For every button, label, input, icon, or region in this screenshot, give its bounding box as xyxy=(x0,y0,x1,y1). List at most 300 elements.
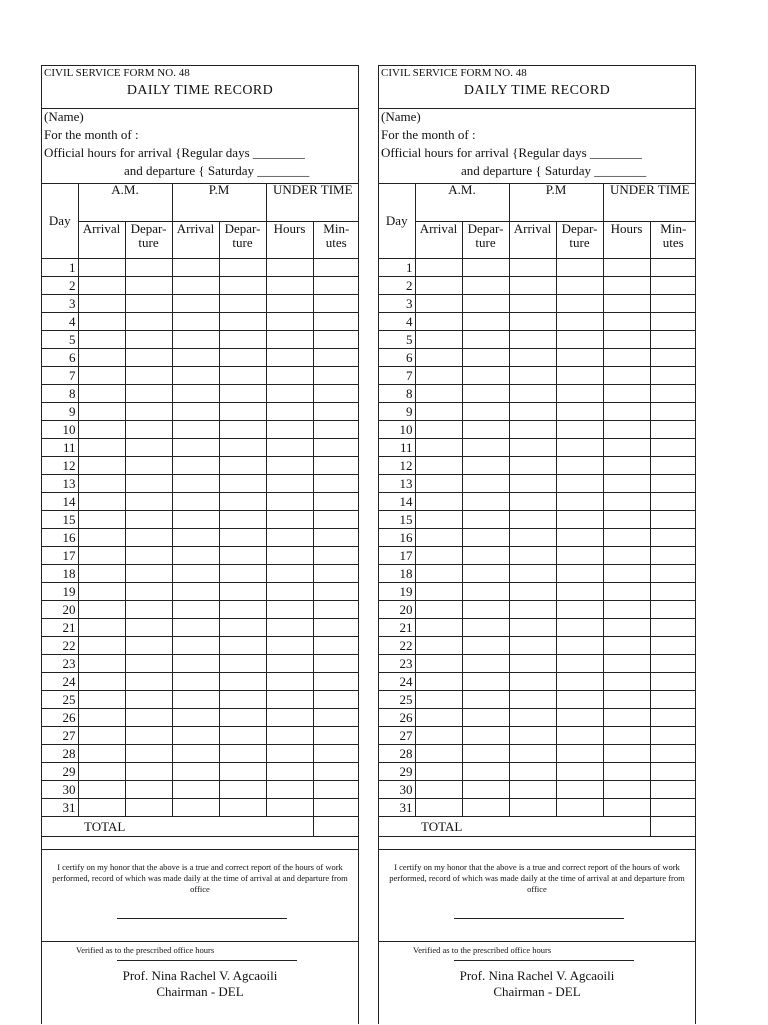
time-entry-cell[interactable] xyxy=(219,799,266,817)
time-entry-cell[interactable] xyxy=(415,313,462,331)
time-entry-cell[interactable] xyxy=(509,511,556,529)
time-entry-cell[interactable] xyxy=(556,421,603,439)
time-entry-cell[interactable] xyxy=(78,493,125,511)
time-entry-cell[interactable] xyxy=(556,691,603,709)
time-entry-cell[interactable] xyxy=(172,601,219,619)
time-entry-cell[interactable] xyxy=(219,511,266,529)
time-entry-cell[interactable] xyxy=(509,637,556,655)
time-entry-cell[interactable] xyxy=(650,475,696,493)
time-entry-cell[interactable] xyxy=(509,259,556,277)
time-entry-cell[interactable] xyxy=(219,421,266,439)
time-entry-cell[interactable] xyxy=(650,331,696,349)
time-entry-cell[interactable] xyxy=(125,529,172,547)
time-entry-cell[interactable] xyxy=(509,547,556,565)
time-entry-cell[interactable] xyxy=(266,511,313,529)
time-entry-cell[interactable] xyxy=(125,367,172,385)
time-entry-cell[interactable] xyxy=(650,529,696,547)
time-entry-cell[interactable] xyxy=(650,583,696,601)
time-entry-cell[interactable] xyxy=(266,385,313,403)
time-entry-cell[interactable] xyxy=(556,763,603,781)
time-entry-cell[interactable] xyxy=(78,727,125,745)
time-entry-cell[interactable] xyxy=(266,529,313,547)
time-entry-cell[interactable] xyxy=(415,547,462,565)
time-entry-cell[interactable] xyxy=(266,709,313,727)
total-value-cell[interactable] xyxy=(313,817,359,837)
time-entry-cell[interactable] xyxy=(462,349,509,367)
time-entry-cell[interactable] xyxy=(603,619,650,637)
time-entry-cell[interactable] xyxy=(556,277,603,295)
time-entry-cell[interactable] xyxy=(313,745,359,763)
time-entry-cell[interactable] xyxy=(462,799,509,817)
time-entry-cell[interactable] xyxy=(556,637,603,655)
time-entry-cell[interactable] xyxy=(125,781,172,799)
time-entry-cell[interactable] xyxy=(172,565,219,583)
time-entry-cell[interactable] xyxy=(78,331,125,349)
time-entry-cell[interactable] xyxy=(509,295,556,313)
time-entry-cell[interactable] xyxy=(78,763,125,781)
time-entry-cell[interactable] xyxy=(172,619,219,637)
time-entry-cell[interactable] xyxy=(219,349,266,367)
time-entry-cell[interactable] xyxy=(556,727,603,745)
time-entry-cell[interactable] xyxy=(172,313,219,331)
time-entry-cell[interactable] xyxy=(125,745,172,763)
time-entry-cell[interactable] xyxy=(415,727,462,745)
time-entry-cell[interactable] xyxy=(509,619,556,637)
time-entry-cell[interactable] xyxy=(603,421,650,439)
time-entry-cell[interactable] xyxy=(556,601,603,619)
time-entry-cell[interactable] xyxy=(266,691,313,709)
time-entry-cell[interactable] xyxy=(219,385,266,403)
time-entry-cell[interactable] xyxy=(415,457,462,475)
time-entry-cell[interactable] xyxy=(172,547,219,565)
time-entry-cell[interactable] xyxy=(313,529,359,547)
time-entry-cell[interactable] xyxy=(462,529,509,547)
time-entry-cell[interactable] xyxy=(219,439,266,457)
time-entry-cell[interactable] xyxy=(509,277,556,295)
time-entry-cell[interactable] xyxy=(125,619,172,637)
time-entry-cell[interactable] xyxy=(603,763,650,781)
time-entry-cell[interactable] xyxy=(603,745,650,763)
time-entry-cell[interactable] xyxy=(313,511,359,529)
time-entry-cell[interactable] xyxy=(172,439,219,457)
time-entry-cell[interactable] xyxy=(78,439,125,457)
time-entry-cell[interactable] xyxy=(415,421,462,439)
time-entry-cell[interactable] xyxy=(219,457,266,475)
time-entry-cell[interactable] xyxy=(556,439,603,457)
time-entry-cell[interactable] xyxy=(266,475,313,493)
time-entry-cell[interactable] xyxy=(415,799,462,817)
time-entry-cell[interactable] xyxy=(650,763,696,781)
time-entry-cell[interactable] xyxy=(415,763,462,781)
time-entry-cell[interactable] xyxy=(125,277,172,295)
time-entry-cell[interactable] xyxy=(266,601,313,619)
time-entry-cell[interactable] xyxy=(125,763,172,781)
time-entry-cell[interactable] xyxy=(462,331,509,349)
time-entry-cell[interactable] xyxy=(78,457,125,475)
time-entry-cell[interactable] xyxy=(172,709,219,727)
time-entry-cell[interactable] xyxy=(650,439,696,457)
time-entry-cell[interactable] xyxy=(462,691,509,709)
time-entry-cell[interactable] xyxy=(415,439,462,457)
time-entry-cell[interactable] xyxy=(172,493,219,511)
time-entry-cell[interactable] xyxy=(172,745,219,763)
time-entry-cell[interactable] xyxy=(556,331,603,349)
time-entry-cell[interactable] xyxy=(266,619,313,637)
time-entry-cell[interactable] xyxy=(603,583,650,601)
time-entry-cell[interactable] xyxy=(650,385,696,403)
time-entry-cell[interactable] xyxy=(603,277,650,295)
total-value-cell[interactable] xyxy=(650,817,696,837)
time-entry-cell[interactable] xyxy=(313,349,359,367)
time-entry-cell[interactable] xyxy=(266,547,313,565)
time-entry-cell[interactable] xyxy=(415,709,462,727)
time-entry-cell[interactable] xyxy=(78,745,125,763)
time-entry-cell[interactable] xyxy=(266,439,313,457)
time-entry-cell[interactable] xyxy=(603,601,650,619)
time-entry-cell[interactable] xyxy=(509,493,556,511)
time-entry-cell[interactable] xyxy=(509,799,556,817)
time-entry-cell[interactable] xyxy=(556,619,603,637)
time-entry-cell[interactable] xyxy=(125,511,172,529)
time-entry-cell[interactable] xyxy=(650,745,696,763)
time-entry-cell[interactable] xyxy=(266,655,313,673)
time-entry-cell[interactable] xyxy=(650,691,696,709)
time-entry-cell[interactable] xyxy=(219,781,266,799)
time-entry-cell[interactable] xyxy=(313,493,359,511)
time-entry-cell[interactable] xyxy=(415,349,462,367)
time-entry-cell[interactable] xyxy=(172,259,219,277)
time-entry-cell[interactable] xyxy=(125,601,172,619)
time-entry-cell[interactable] xyxy=(125,583,172,601)
time-entry-cell[interactable] xyxy=(556,295,603,313)
time-entry-cell[interactable] xyxy=(509,439,556,457)
time-entry-cell[interactable] xyxy=(266,745,313,763)
time-entry-cell[interactable] xyxy=(266,637,313,655)
time-entry-cell[interactable] xyxy=(650,421,696,439)
time-entry-cell[interactable] xyxy=(462,583,509,601)
time-entry-cell[interactable] xyxy=(219,601,266,619)
time-entry-cell[interactable] xyxy=(219,691,266,709)
time-entry-cell[interactable] xyxy=(462,457,509,475)
time-entry-cell[interactable] xyxy=(172,763,219,781)
time-entry-cell[interactable] xyxy=(556,745,603,763)
time-entry-cell[interactable] xyxy=(78,565,125,583)
time-entry-cell[interactable] xyxy=(172,583,219,601)
time-entry-cell[interactable] xyxy=(603,475,650,493)
time-entry-cell[interactable] xyxy=(313,781,359,799)
time-entry-cell[interactable] xyxy=(125,457,172,475)
time-entry-cell[interactable] xyxy=(78,601,125,619)
time-entry-cell[interactable] xyxy=(266,331,313,349)
time-entry-cell[interactable] xyxy=(462,403,509,421)
time-entry-cell[interactable] xyxy=(172,385,219,403)
time-entry-cell[interactable] xyxy=(556,475,603,493)
time-entry-cell[interactable] xyxy=(556,313,603,331)
time-entry-cell[interactable] xyxy=(125,709,172,727)
time-entry-cell[interactable] xyxy=(266,673,313,691)
time-entry-cell[interactable] xyxy=(556,583,603,601)
time-entry-cell[interactable] xyxy=(650,547,696,565)
time-entry-cell[interactable] xyxy=(509,565,556,583)
time-entry-cell[interactable] xyxy=(313,385,359,403)
time-entry-cell[interactable] xyxy=(172,295,219,313)
time-entry-cell[interactable] xyxy=(172,421,219,439)
time-entry-cell[interactable] xyxy=(650,295,696,313)
time-entry-cell[interactable] xyxy=(219,547,266,565)
time-entry-cell[interactable] xyxy=(266,403,313,421)
time-entry-cell[interactable] xyxy=(509,403,556,421)
time-entry-cell[interactable] xyxy=(313,475,359,493)
time-entry-cell[interactable] xyxy=(172,655,219,673)
time-entry-cell[interactable] xyxy=(462,727,509,745)
time-entry-cell[interactable] xyxy=(78,655,125,673)
time-entry-cell[interactable] xyxy=(556,511,603,529)
time-entry-cell[interactable] xyxy=(556,259,603,277)
time-entry-cell[interactable] xyxy=(313,709,359,727)
time-entry-cell[interactable] xyxy=(462,385,509,403)
time-entry-cell[interactable] xyxy=(603,385,650,403)
time-entry-cell[interactable] xyxy=(509,745,556,763)
time-entry-cell[interactable] xyxy=(78,583,125,601)
time-entry-cell[interactable] xyxy=(313,565,359,583)
time-entry-cell[interactable] xyxy=(556,457,603,475)
time-entry-cell[interactable] xyxy=(172,331,219,349)
time-entry-cell[interactable] xyxy=(78,421,125,439)
time-entry-cell[interactable] xyxy=(650,637,696,655)
time-entry-cell[interactable] xyxy=(650,799,696,817)
time-entry-cell[interactable] xyxy=(650,709,696,727)
time-entry-cell[interactable] xyxy=(313,457,359,475)
time-entry-cell[interactable] xyxy=(603,547,650,565)
time-entry-cell[interactable] xyxy=(415,619,462,637)
time-entry-cell[interactable] xyxy=(172,781,219,799)
time-entry-cell[interactable] xyxy=(415,583,462,601)
time-entry-cell[interactable] xyxy=(509,529,556,547)
time-entry-cell[interactable] xyxy=(509,475,556,493)
time-entry-cell[interactable] xyxy=(313,421,359,439)
time-entry-cell[interactable] xyxy=(603,673,650,691)
time-entry-cell[interactable] xyxy=(415,331,462,349)
time-entry-cell[interactable] xyxy=(509,385,556,403)
time-entry-cell[interactable] xyxy=(78,637,125,655)
time-entry-cell[interactable] xyxy=(415,403,462,421)
time-entry-cell[interactable] xyxy=(219,403,266,421)
time-entry-cell[interactable] xyxy=(462,421,509,439)
time-entry-cell[interactable] xyxy=(78,367,125,385)
time-entry-cell[interactable] xyxy=(219,313,266,331)
time-entry-cell[interactable] xyxy=(603,511,650,529)
time-entry-cell[interactable] xyxy=(603,295,650,313)
time-entry-cell[interactable] xyxy=(313,691,359,709)
time-entry-cell[interactable] xyxy=(219,727,266,745)
time-entry-cell[interactable] xyxy=(650,511,696,529)
time-entry-cell[interactable] xyxy=(78,511,125,529)
time-entry-cell[interactable] xyxy=(266,781,313,799)
time-entry-cell[interactable] xyxy=(650,277,696,295)
time-entry-cell[interactable] xyxy=(172,475,219,493)
time-entry-cell[interactable] xyxy=(125,475,172,493)
time-entry-cell[interactable] xyxy=(415,745,462,763)
time-entry-cell[interactable] xyxy=(125,547,172,565)
time-entry-cell[interactable] xyxy=(509,331,556,349)
time-entry-cell[interactable] xyxy=(125,673,172,691)
time-entry-cell[interactable] xyxy=(650,619,696,637)
time-entry-cell[interactable] xyxy=(415,385,462,403)
time-entry-cell[interactable] xyxy=(509,583,556,601)
time-entry-cell[interactable] xyxy=(509,673,556,691)
time-entry-cell[interactable] xyxy=(415,655,462,673)
time-entry-cell[interactable] xyxy=(219,295,266,313)
time-entry-cell[interactable] xyxy=(462,511,509,529)
time-entry-cell[interactable] xyxy=(556,403,603,421)
time-entry-cell[interactable] xyxy=(78,403,125,421)
time-entry-cell[interactable] xyxy=(125,259,172,277)
time-entry-cell[interactable] xyxy=(509,349,556,367)
time-entry-cell[interactable] xyxy=(462,601,509,619)
time-entry-cell[interactable] xyxy=(650,781,696,799)
time-entry-cell[interactable] xyxy=(603,637,650,655)
time-entry-cell[interactable] xyxy=(266,313,313,331)
time-entry-cell[interactable] xyxy=(313,763,359,781)
time-entry-cell[interactable] xyxy=(462,295,509,313)
time-entry-cell[interactable] xyxy=(509,601,556,619)
time-entry-cell[interactable] xyxy=(462,493,509,511)
time-entry-cell[interactable] xyxy=(219,619,266,637)
time-entry-cell[interactable] xyxy=(78,781,125,799)
time-entry-cell[interactable] xyxy=(219,583,266,601)
time-entry-cell[interactable] xyxy=(219,655,266,673)
time-entry-cell[interactable] xyxy=(125,421,172,439)
time-entry-cell[interactable] xyxy=(650,457,696,475)
time-entry-cell[interactable] xyxy=(313,295,359,313)
time-entry-cell[interactable] xyxy=(650,403,696,421)
time-entry-cell[interactable] xyxy=(462,709,509,727)
time-entry-cell[interactable] xyxy=(462,781,509,799)
time-entry-cell[interactable] xyxy=(313,799,359,817)
time-entry-cell[interactable] xyxy=(556,565,603,583)
time-entry-cell[interactable] xyxy=(125,403,172,421)
time-entry-cell[interactable] xyxy=(556,547,603,565)
time-entry-cell[interactable] xyxy=(313,403,359,421)
time-entry-cell[interactable] xyxy=(313,637,359,655)
time-entry-cell[interactable] xyxy=(650,655,696,673)
time-entry-cell[interactable] xyxy=(603,331,650,349)
time-entry-cell[interactable] xyxy=(78,547,125,565)
time-entry-cell[interactable] xyxy=(509,763,556,781)
time-entry-cell[interactable] xyxy=(462,277,509,295)
time-entry-cell[interactable] xyxy=(266,421,313,439)
time-entry-cell[interactable] xyxy=(78,295,125,313)
time-entry-cell[interactable] xyxy=(462,367,509,385)
time-entry-cell[interactable] xyxy=(462,475,509,493)
time-entry-cell[interactable] xyxy=(415,637,462,655)
time-entry-cell[interactable] xyxy=(415,493,462,511)
time-entry-cell[interactable] xyxy=(556,529,603,547)
time-entry-cell[interactable] xyxy=(172,673,219,691)
time-entry-cell[interactable] xyxy=(313,277,359,295)
time-entry-cell[interactable] xyxy=(125,493,172,511)
time-entry-cell[interactable] xyxy=(78,277,125,295)
time-entry-cell[interactable] xyxy=(266,277,313,295)
time-entry-cell[interactable] xyxy=(125,637,172,655)
time-entry-cell[interactable] xyxy=(219,673,266,691)
time-entry-cell[interactable] xyxy=(415,259,462,277)
time-entry-cell[interactable] xyxy=(219,367,266,385)
time-entry-cell[interactable] xyxy=(462,637,509,655)
time-entry-cell[interactable] xyxy=(313,439,359,457)
time-entry-cell[interactable] xyxy=(415,529,462,547)
time-entry-cell[interactable] xyxy=(462,655,509,673)
time-entry-cell[interactable] xyxy=(125,349,172,367)
time-entry-cell[interactable] xyxy=(266,367,313,385)
time-entry-cell[interactable] xyxy=(219,277,266,295)
time-entry-cell[interactable] xyxy=(125,331,172,349)
time-entry-cell[interactable] xyxy=(415,295,462,313)
time-entry-cell[interactable] xyxy=(266,295,313,313)
time-entry-cell[interactable] xyxy=(266,565,313,583)
time-entry-cell[interactable] xyxy=(556,781,603,799)
time-entry-cell[interactable] xyxy=(78,385,125,403)
time-entry-cell[interactable] xyxy=(415,781,462,799)
time-entry-cell[interactable] xyxy=(172,457,219,475)
time-entry-cell[interactable] xyxy=(556,673,603,691)
time-entry-cell[interactable] xyxy=(219,763,266,781)
time-entry-cell[interactable] xyxy=(313,547,359,565)
time-entry-cell[interactable] xyxy=(603,727,650,745)
time-entry-cell[interactable] xyxy=(78,709,125,727)
time-entry-cell[interactable] xyxy=(266,493,313,511)
time-entry-cell[interactable] xyxy=(78,313,125,331)
time-entry-cell[interactable] xyxy=(462,763,509,781)
time-entry-cell[interactable] xyxy=(462,439,509,457)
time-entry-cell[interactable] xyxy=(313,367,359,385)
time-entry-cell[interactable] xyxy=(125,565,172,583)
time-entry-cell[interactable] xyxy=(603,259,650,277)
time-entry-cell[interactable] xyxy=(172,349,219,367)
time-entry-cell[interactable] xyxy=(462,619,509,637)
time-entry-cell[interactable] xyxy=(462,673,509,691)
time-entry-cell[interactable] xyxy=(313,259,359,277)
time-entry-cell[interactable] xyxy=(125,691,172,709)
time-entry-cell[interactable] xyxy=(415,475,462,493)
time-entry-cell[interactable] xyxy=(509,691,556,709)
time-entry-cell[interactable] xyxy=(125,655,172,673)
time-entry-cell[interactable] xyxy=(219,565,266,583)
time-entry-cell[interactable] xyxy=(650,349,696,367)
time-entry-cell[interactable] xyxy=(603,439,650,457)
time-entry-cell[interactable] xyxy=(172,529,219,547)
time-entry-cell[interactable] xyxy=(603,565,650,583)
time-entry-cell[interactable] xyxy=(125,295,172,313)
time-entry-cell[interactable] xyxy=(78,529,125,547)
time-entry-cell[interactable] xyxy=(650,565,696,583)
time-entry-cell[interactable] xyxy=(415,367,462,385)
time-entry-cell[interactable] xyxy=(603,367,650,385)
time-entry-cell[interactable] xyxy=(415,565,462,583)
time-entry-cell[interactable] xyxy=(415,673,462,691)
time-entry-cell[interactable] xyxy=(172,367,219,385)
time-entry-cell[interactable] xyxy=(78,691,125,709)
time-entry-cell[interactable] xyxy=(462,565,509,583)
time-entry-cell[interactable] xyxy=(172,403,219,421)
time-entry-cell[interactable] xyxy=(219,475,266,493)
time-entry-cell[interactable] xyxy=(462,313,509,331)
time-entry-cell[interactable] xyxy=(78,259,125,277)
time-entry-cell[interactable] xyxy=(603,655,650,673)
time-entry-cell[interactable] xyxy=(650,673,696,691)
time-entry-cell[interactable] xyxy=(313,619,359,637)
time-entry-cell[interactable] xyxy=(415,691,462,709)
